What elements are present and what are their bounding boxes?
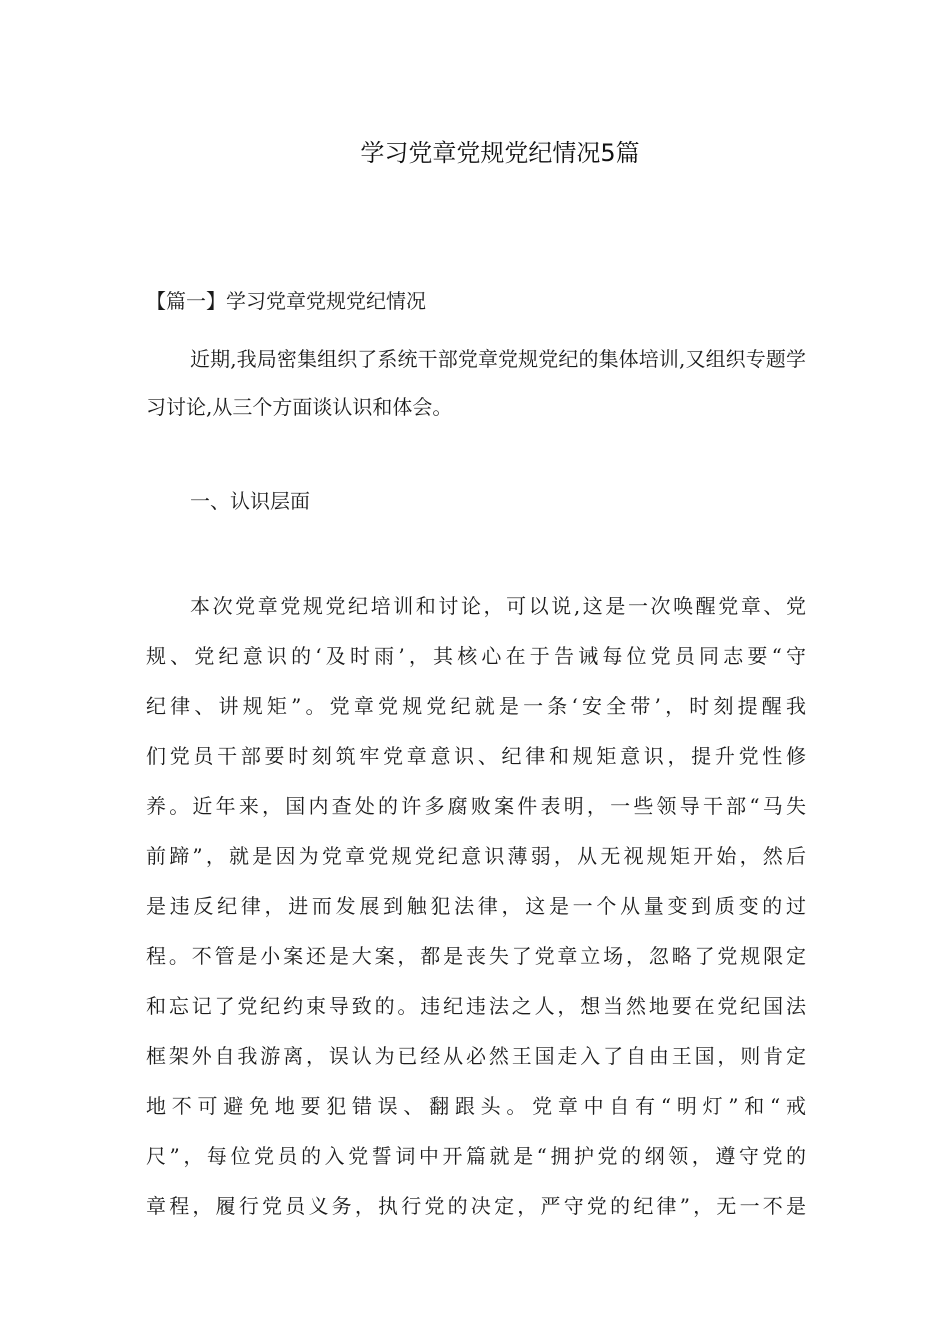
document-title: 学习党章党规党纪情况5篇 (360, 139, 640, 167)
paragraph-line: 和忘记了党纪约束导致的。违纪违法之人，想当然地要在党纪国法 (146, 994, 806, 1018)
paragraph-line: 们党员干部要时刻筑牢党章意识、纪律和规矩意识，提升党性修 (146, 744, 806, 768)
paragraph-line: 章程，履行党员义务，执行党的决定，严守党的纪律”，无一不是 (146, 1194, 806, 1218)
intro-paragraph: 近期,我局密集组织了系统干部党章党规党纪的集体培训,又组织专题学习讨论,从三个方面谈认识和体会。 (146, 347, 806, 419)
paragraph-line: 前蹄”，就是因为党章党规党纪意识薄弱，从无视规矩开始，然后 (146, 844, 806, 868)
paragraph-line: 规、党纪意识的‘及时雨’，其核心在于告诫每位党员同志要“守 (146, 644, 806, 668)
paragraph-line: 是违反纪律，进而发展到触犯法律，这是一个从量变到质变的过 (146, 894, 806, 918)
paragraph-line: 本次党章党规党纪培训和讨论，可以说,这是一次唤醒党章、党 (190, 594, 806, 618)
paragraph-line: 框架外自我游离，误认为已经从必然王国走入了自由王国，则肯定 (146, 1044, 806, 1068)
paragraph-line: 尺”，每位党员的入党誓词中开篇就是“拥护党的纲领，遵守党的 (146, 1144, 806, 1168)
paragraph-line: 纪律、讲规矩”。党章党规党纪就是一条‘安全带’，时刻提醒我 (146, 694, 806, 718)
paragraph-line: 程。不管是小案还是大案，都是丧失了党章立场，忽略了党规限定 (146, 944, 806, 968)
main-paragraph (146, 581, 806, 1231)
section-heading: 【篇一】学习党章党规党纪情况 (146, 289, 426, 313)
paragraph-line: 养。近年来，国内查处的许多腐败案件表明，一些领导干部“马失 (146, 794, 806, 818)
paragraph-line: 地不可避免地要犯错误、翻跟头。党章中自有“明灯”和“戒 (146, 1094, 806, 1118)
sub-heading: 一、认识层面 (190, 489, 310, 513)
